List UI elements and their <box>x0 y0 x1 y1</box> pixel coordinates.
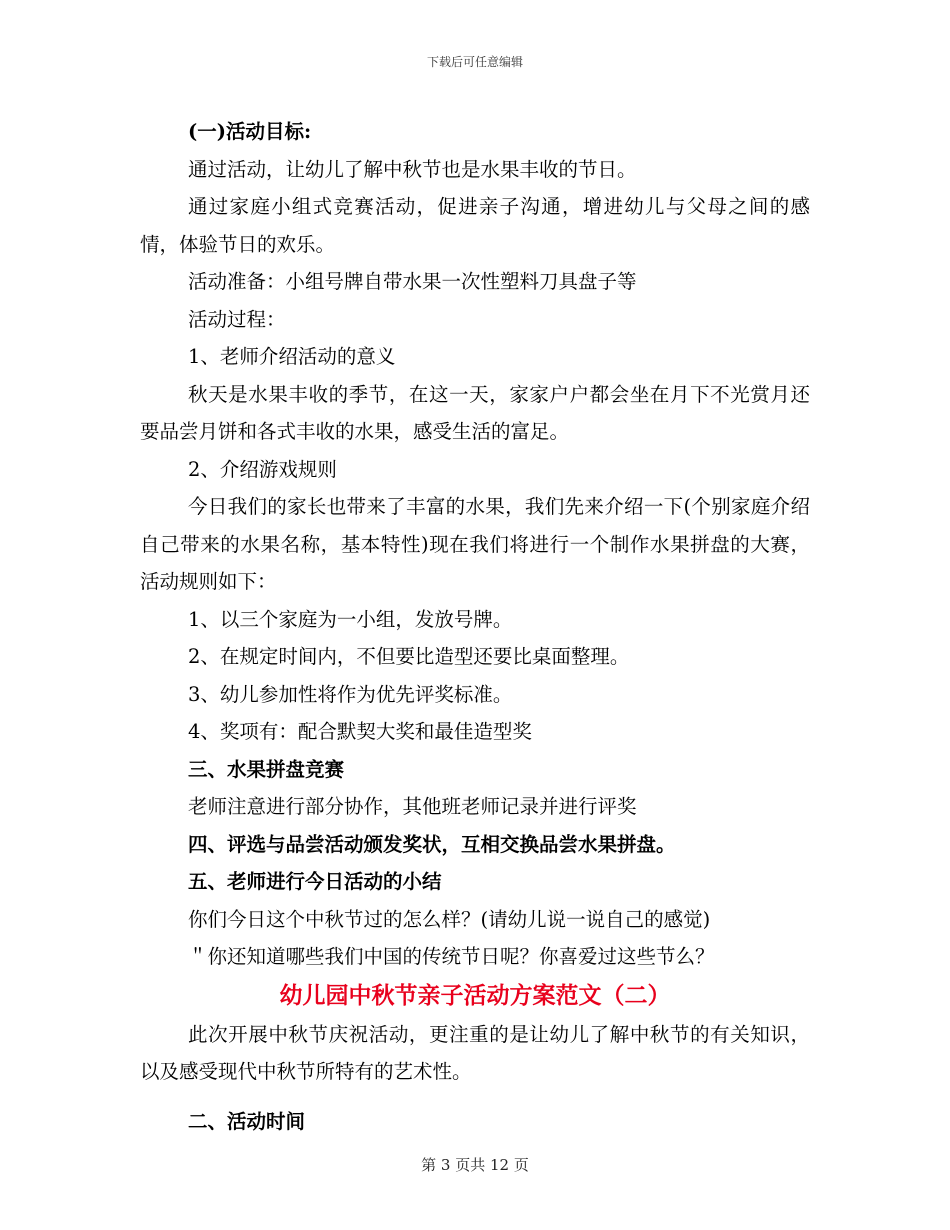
step-1-title: 1、老师介绍活动的意义 <box>188 345 396 368</box>
page-footer-number: 第 3 页共 12 页 <box>421 1156 529 1174</box>
section-5-question-2: ＂你还知道哪些我们中国的传统节日呢？你喜爱过这些节么？ <box>188 945 715 968</box>
section-5-question-1: 你们今日这个中秋节过的怎么样？(请幼儿说一说自己的感觉) <box>188 907 711 931</box>
section-3-heading: 三、水果拼盘竞赛 <box>188 757 345 781</box>
preparation-paragraph: 活动准备：小组号牌自带水果一次性塑料刀具盘子等 <box>188 270 637 293</box>
part-2-title: 幼儿园中秋节亲子活动方案范文（二） <box>279 981 671 1009</box>
rule-item-1: 1、以三个家庭为一小组，发放号牌。 <box>188 607 513 631</box>
step-1-paragraph: 秋天是水果丰收的季节，在这一天，家家户户都会坐在月下不光赏月还要品尝月饼和各式丰收的水果，感受生活的富足。 <box>140 382 810 443</box>
part-2-section-2-heading: 二、活动时间 <box>188 1109 306 1133</box>
part-2-intro-paragraph: 此次开展中秋节庆祝活动，更注重的是让幼儿了解中秋节的有关知识，以及感受现代中秋节所特有的艺术性。 <box>140 1022 810 1083</box>
section-3-paragraph: 老师注意进行部分协作，其他班老师记录并进行评奖 <box>188 795 637 818</box>
goal-heading: (一)活动目标: <box>188 120 312 143</box>
rule-item-3: 3、幼儿参加性将作为优先评奖标准。 <box>188 682 513 706</box>
section-5-heading: 五、老师进行今日活动的小结 <box>188 870 442 893</box>
paragraph-spacer <box>140 1091 810 1103</box>
section-4-heading: 四、评选与品尝活动颁发奖状，互相交换品尝水果拼盘。 <box>188 832 676 856</box>
goal-paragraph-1: 通过活动，让幼儿了解中秋节也是水果丰收的节日。 <box>188 157 637 181</box>
step-2-paragraph: 今日我们的家长也带来了丰富的水果，我们先来介绍一下(个别家庭介绍自己带来的水果名称，基本特性)现在我们将进行一个制作水果拼盘的大赛，活动规则如下： <box>140 495 810 593</box>
process-heading: 活动过程： <box>188 307 286 331</box>
rule-item-2: 2、在规定时间内，不但要比造型还要比桌面整理。 <box>188 645 630 668</box>
rule-item-4: 4、奖项有：配合默契大奖和最佳造型奖 <box>188 720 532 743</box>
goal-paragraph-2: 通过家庭小组式竞赛活动，促进亲子沟通，增进幼儿与父母之间的感情，体验节日的欢乐。 <box>140 195 810 256</box>
step-2-title: 2、介绍游戏规则 <box>188 457 337 481</box>
page-header-note: 下载后可任意编辑 <box>426 55 523 69</box>
document-body <box>140 113 810 1140</box>
